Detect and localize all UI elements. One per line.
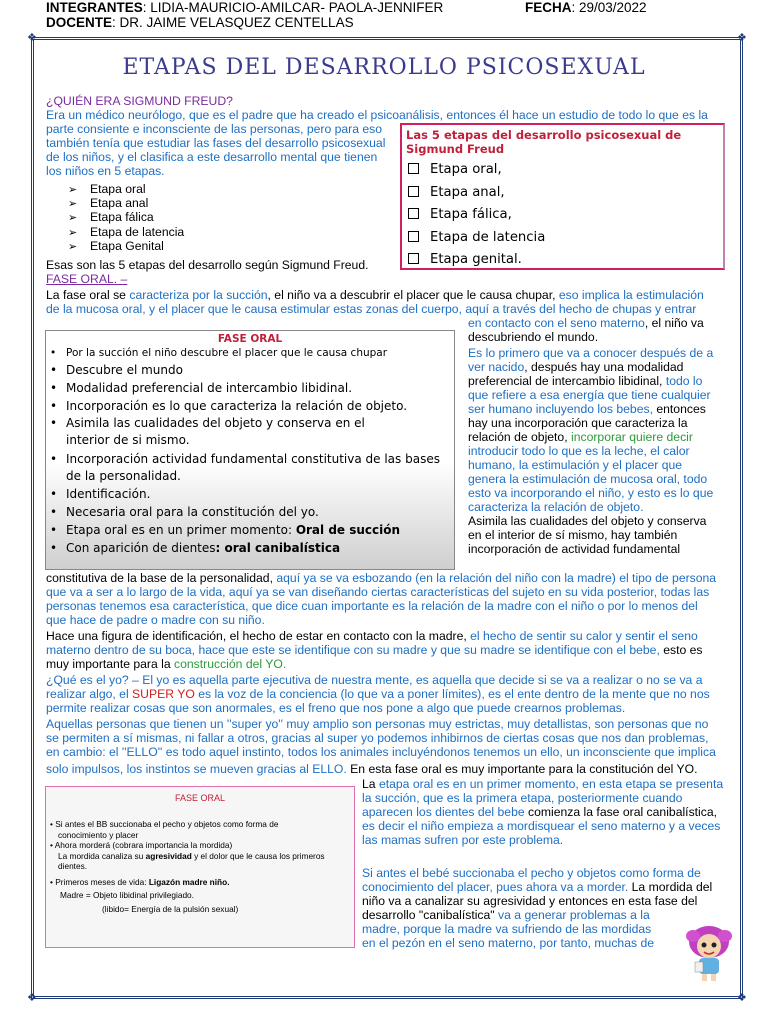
paragraph-line: Aquellas personas que tienen un ''super yo'' muy amplio son personas muy estrictas, muy detallistas, son personas que no: [46, 717, 709, 731]
fecha-value: : 29/03/2022: [571, 0, 647, 15]
corner-ornament-icon: ❖: [737, 992, 747, 1004]
header-integrantes: [46, 0, 443, 15]
paragraph-line: en cambio: el ''ELLO'' es todo aquel instinto, todos los animales incluyéndonos tenemos un ello, un inconsciente que implica: [46, 745, 716, 759]
paragraph-line: personas tenemos esa característica, que dice cuan importante es la relación de la madre con el niño o por lo menos del: [46, 599, 698, 613]
list-item: La mordida canaliza su agresividad y el dolor que le causa los primeros: [58, 850, 325, 861]
fase-oral-box-title: FASE ORAL: [217, 333, 283, 345]
list-item: ➢ Etapa Genital: [46, 239, 184, 253]
paragraph-line: en el pezón en el seno materno, por tanto, muchas de: [362, 936, 655, 950]
list-item: Etapa oral,: [402, 159, 723, 182]
intro-line: de los niños, y el clasifica a este desarrollo mental que tienen: [46, 150, 378, 164]
intro-line: parte consiente e inconsciente de las personas, pero para eso: [46, 122, 383, 136]
list-item: • Descubre el mundo: [50, 361, 448, 379]
paragraph-line: niño va a canalizar su agresividad y entonces en esta fase del: [362, 894, 698, 908]
paragraph-line: genera la estimulación de mucosa oral, todo: [468, 472, 708, 486]
paragraph-line: las mamas sufren por este problema.: [362, 833, 564, 847]
paragraph-line: que hace de padre o madre con su niño.: [46, 613, 265, 627]
five-stages-title: Las 5 etapas del desarrollo psicosexual de Sigmund Freud: [406, 128, 682, 156]
list-item: dientes.: [58, 861, 88, 871]
checkbox-icon: [408, 163, 419, 174]
list-item: • Primeros meses de vida: Ligazón madre niño.: [50, 876, 230, 887]
paragraph-line: es decir el niño empieza a mordisquear el seno materno y a veces: [362, 819, 721, 833]
summary-box-title: FASE ORAL: [174, 793, 226, 803]
corner-ornament-icon: ❖: [27, 992, 37, 1004]
paragraph-line: desarrollo "canibalística" va a generar problemas a la: [362, 908, 650, 922]
cartoon-girl-icon: [679, 922, 739, 982]
paragraph-line: ver nacido, después hay una modalidad: [468, 360, 684, 374]
docente-label: DOCENTE: [46, 15, 113, 30]
paragraph-line: se permiten a sí mismas, ni fallar a otros, gracias al super yo podemos inhibirnos de ciertas cosas que nos dan problemas,: [46, 731, 709, 745]
list-item: • Etapa oral es en un primer momento: Oral de succión: [50, 521, 448, 539]
checkbox-icon: [408, 253, 419, 264]
list-item: conocimiento y placer: [58, 829, 139, 840]
five-stages-box: [400, 123, 725, 270]
list-item: • Modalidad preferencial de intercambio libidinal.: [50, 379, 448, 397]
paragraph-line: de la mucosa oral, y el placer que le causa estimular estas zonas del cuerpo, aquí a través del hecho de chupas y entrar: [46, 302, 697, 316]
list-item: • Identificación.: [50, 485, 448, 503]
paragraph-line: muy importante para la construcción del YO.: [46, 657, 287, 671]
list-item: • Por la succión el niño descubre el placer que le causa chupar: [50, 345, 448, 361]
paragraph-line: hay una incorporación que caracteriza la: [468, 416, 688, 430]
integrantes-label: INTEGRANTES: [46, 0, 143, 15]
checkbox-icon: [408, 186, 419, 197]
paragraph-line: La fase oral se caracteriza por la succión, el niño va a descubrir el placer que le causa chupar, eso implica la estimulación: [46, 288, 704, 302]
corner-ornament-icon: ❖: [27, 32, 37, 44]
list-item: ➢ Etapa anal: [46, 196, 184, 210]
list-item: ➢ Etapa de latencia: [46, 225, 184, 239]
paragraph-line: incorporación de actividad fundamental: [468, 542, 681, 556]
paragraph-line: Si antes el bebé succionaba el pecho y objetos como forma de: [362, 866, 701, 880]
paragraph-line: relación de objeto, incorporar quiere decir: [468, 430, 693, 444]
stages-closing: Esas son las 5 etapas del desarrollo según Sigmund Freud.: [46, 258, 369, 272]
paragraph-line: esto va incorporando el niño, y esto es lo que: [468, 486, 714, 500]
paragraph-line: aparecen los dientes del bebe comienza la fase oral canibalística,: [362, 805, 718, 819]
list-item: ➢ Etapa fálica: [46, 210, 184, 224]
paragraph-line: ¿Qué es el yo? – El yo es aquella parte ejecutiva de nuestra mente, es aquella que decide si se va a realizar o no se va a: [46, 673, 703, 687]
paragraph-line: preferencial de intercambio libidinal, todo lo: [468, 374, 703, 388]
fecha-label: FECHA: [525, 0, 572, 15]
integrantes-value: : LIDIA-MAURICIO-AMILCAR- PAOLA-JENNIFER: [142, 0, 444, 15]
list-item: ➢ Etapa oral: [46, 182, 184, 196]
list-item: (libido= Energía de la pulsión sexual): [102, 903, 239, 914]
paragraph-line: solo impulsos, los instintos se mueven gracias al ELLO. En esta fase oral es muy importante para la constitución del YO.: [46, 762, 698, 776]
paragraph-line: en contacto con el seno materno, el niño va: [468, 316, 704, 330]
list-item: • Con aparición de dientes: oral canibalística: [50, 539, 448, 557]
paragraph-line: la succión, que es la primera etapa, posteriormente cuando: [362, 791, 683, 805]
checkbox-icon: [408, 231, 419, 242]
list-item: Etapa anal,: [402, 182, 723, 205]
corner-ornament-icon: ❖: [737, 32, 747, 44]
list-item: Madre = Objeto libidinal privilegiado.: [60, 890, 194, 900]
list-item: • Necesaria oral para la constitución del yo.: [50, 503, 448, 521]
paragraph-line: ser humano incluyendo los bebes, entonces: [468, 402, 706, 416]
paragraph-line: introducir todo lo que es la leche, el calor: [468, 444, 690, 458]
list-item: Etapa de latencia: [402, 227, 723, 250]
fase-oral-box: [45, 330, 455, 570]
docente-value: : DR. JAIME VELASQUEZ CENTELLAS: [112, 15, 354, 30]
fase-oral-heading: FASE ORAL. –: [46, 272, 128, 286]
paragraph-line: que refiere a esa energía que tiene cualquier: [468, 388, 711, 402]
paragraph-line: conocimiento del placer, pues ahora va a morder. La mordida del: [362, 880, 713, 894]
paragraph-line: materno dentro de su boca, hace que este se identifique con su madre y que su madre se identifique con el bebe, esto es: [46, 643, 703, 657]
paragraph-line: realizar algo, el SUPER YO es la voz de la conciencia (lo que va a poner límites), es el ente dentro de la mente que no nos: [46, 687, 710, 701]
intro-line: también tenía que estudiar las fases del desarrollo psicosexual: [46, 136, 386, 150]
list-item: Etapa genital.: [402, 249, 723, 272]
list-item: • Asimila las cualidades del objeto y conserva en el interior de si mismo.: [50, 415, 448, 449]
checkbox-icon: [408, 208, 419, 219]
header-docente: [46, 15, 354, 30]
paragraph-line: caracteriza la relación de objeto.: [468, 500, 644, 514]
paragraph-line: que va a ser a lo largo de la vida, aquí ya se van diseñando ciertas características del sujeto en su vida posterior, todas las: [46, 585, 710, 599]
list-item: Etapa fálica,: [402, 204, 723, 227]
paragraph-line: humano, la estimulación y el placer que: [468, 458, 683, 472]
intro-line: Era un médico neurólogo, que es el padre que ha creado el psicoanálisis, entonces él hace un estudio de todo lo que es la: [46, 108, 708, 122]
list-item: • Ahora morderá (cobrara importancia la mordida): [50, 840, 233, 850]
paragraph-line: La etapa oral es en un primer momento, en esta etapa se presenta: [362, 777, 724, 791]
paragraph-line: descubriendo el mundo.: [468, 330, 599, 344]
list-item: • Si antes el BB succionaba el pecho y objetos como forma de: [50, 819, 279, 829]
paragraph-line: madre, porque la madre va sufriendo de las mordidas: [362, 922, 652, 936]
list-item: • Incorporación actividad fundamental constitutiva de las bases de la personalidad.: [50, 451, 448, 485]
page-title: ETAPAS DEL DESARROLLO PSICOSEXUAL: [122, 55, 646, 80]
stages-list: [46, 182, 184, 253]
paragraph-line: constitutiva de la base de la personalidad, aquí ya se va esbozando (en la relación del niño con la madre) el tipo de persona: [46, 571, 717, 585]
question-heading: ¿QUIÉN ERA SIGMUND FREUD?: [46, 94, 233, 108]
paragraph-line: Es lo primero que va a conocer después de a: [468, 346, 714, 360]
paragraph-line: Hace una figura de identificación, el hecho de estar en contacto con la madre, el hecho de sentir su calor y sentir el seno: [46, 629, 698, 643]
fase-oral-summary-box: [45, 786, 355, 948]
paragraph-line: permite realizar cosas que son anormales, es el freno que nos pone a algo que puede crearnos problemas.: [46, 701, 626, 715]
list-item: • Incorporación es lo que caracteriza la relación de objeto.: [50, 397, 448, 415]
paragraph-line: en el interior de sí mismo, hay también: [468, 528, 678, 542]
header-fecha: [525, 0, 647, 15]
intro-line: los niños en 5 etapas.: [46, 164, 165, 178]
paragraph-line: Asimila las cualidades del objeto y conserva: [468, 514, 707, 528]
